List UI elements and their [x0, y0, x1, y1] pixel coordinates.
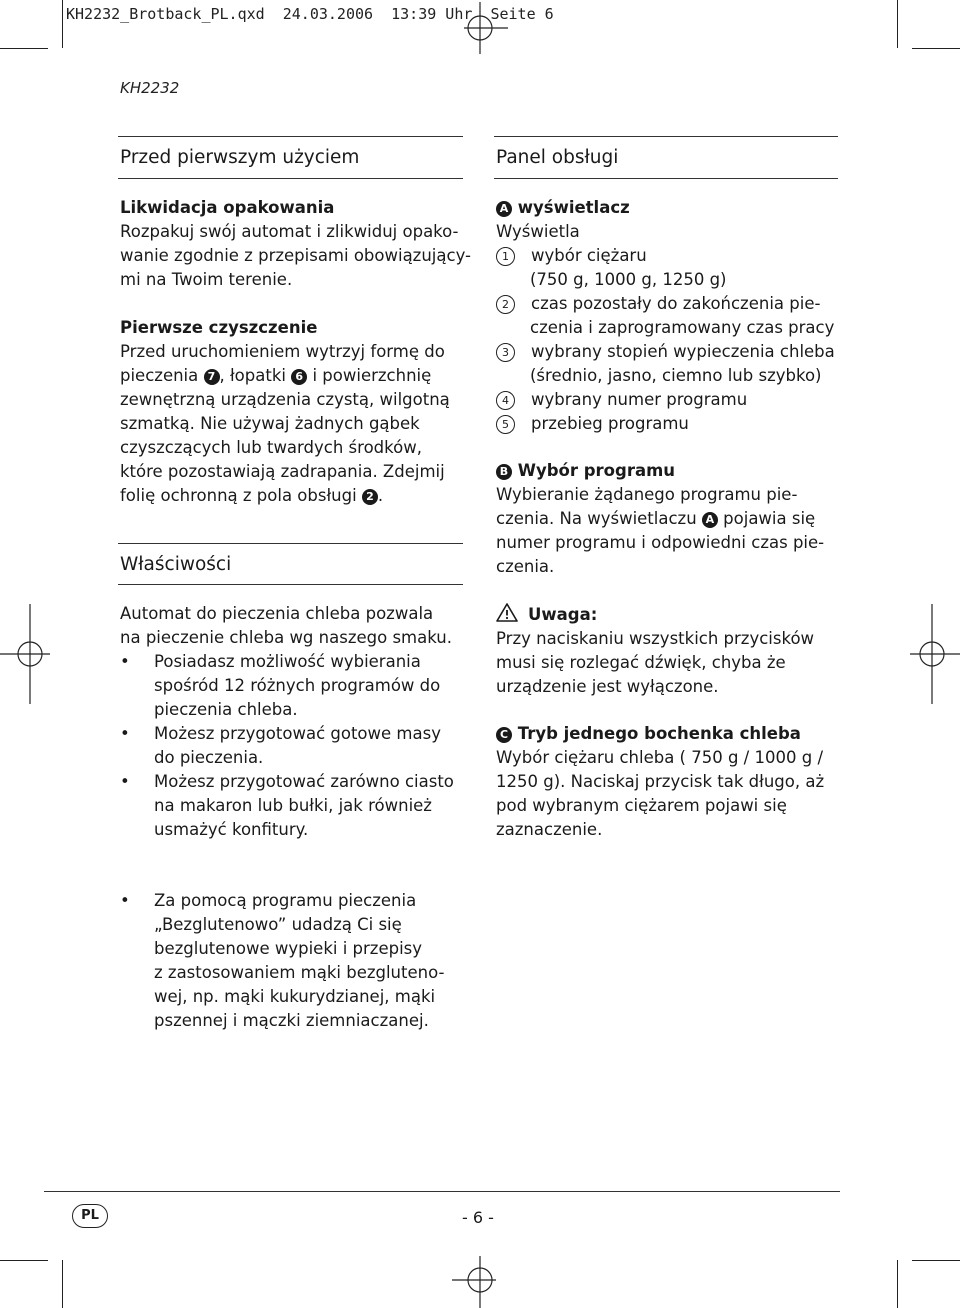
cleaning-text: i powierzchnię	[307, 366, 432, 385]
print-slug: KH2232_Brotback_PL.qxd 24.03.2006 13:39 Uhr Seite 6	[66, 5, 554, 23]
display-item-text: przebieg programu	[531, 414, 689, 433]
warning-text-line: Przy naciskaniu wszystkich przycisków	[496, 629, 815, 648]
single-loaf-text-line: zaznaczenie.	[496, 820, 603, 839]
single-loaf-heading-text: Tryb jednego bochenka chleba	[517, 724, 801, 743]
section-rule	[494, 178, 838, 179]
item-number-icon: 1	[496, 247, 515, 266]
feature-bullet	[120, 722, 465, 770]
feature-text-line: usmażyć konfitury.	[154, 820, 309, 839]
display-item-text: wybrany stopień wypieczenia chleba	[531, 342, 835, 361]
unpack-block	[120, 196, 471, 292]
warning-text-line: musi się rozlegać dźwięk, chyba że	[496, 653, 786, 672]
part-number-badge: 6	[291, 369, 307, 385]
features-intro-line: na pieczenie chleba wg naszego smaku.	[120, 628, 452, 647]
display-heading	[496, 196, 841, 220]
display-item	[496, 412, 841, 436]
crop-mark	[912, 1260, 960, 1261]
cleaning-text-line: które pozostawiają zadrapania. Zdejmij	[120, 462, 445, 481]
feature-text-line: Możesz przygotować gotowe masy	[154, 724, 441, 743]
part-letter-badge: B	[496, 464, 512, 480]
registration-mark-icon	[452, 2, 508, 58]
unpack-heading: Likwidacja opakowania	[120, 198, 335, 217]
features-block	[120, 602, 465, 842]
display-item-text: wybrany numer programu	[531, 390, 748, 409]
cleaning-text-line: szmatką. Nie używaj żadnych gąbek	[120, 414, 420, 433]
crop-mark	[0, 1260, 48, 1261]
part-letter-badge: A	[496, 201, 512, 217]
display-item	[496, 388, 841, 412]
section-title-control-panel: Panel obsługi	[496, 147, 619, 168]
single-loaf-text-line: 1250 g). Naciskaj przycisk tak długo, aż	[496, 772, 825, 791]
cleaning-text: pieczenia	[120, 366, 204, 385]
crop-mark	[62, 1260, 63, 1308]
cleaning-heading: Pierwsze czyszczenie	[120, 318, 318, 337]
single-loaf-text-line: pod wybranym ciężarem pojawi się	[496, 796, 787, 815]
crop-mark	[897, 0, 898, 48]
registration-mark-icon	[908, 604, 960, 704]
program-text-line: Wybieranie żądanego programu pie-	[496, 485, 798, 504]
cleaning-text-line	[120, 364, 465, 388]
section-rule	[118, 584, 463, 585]
registration-mark-icon	[452, 1252, 508, 1308]
program-text: czenia. Na wyświetlaczu	[496, 509, 702, 528]
unpack-text-line: wanie zgodnie z przepisami obowiązujący-	[120, 246, 471, 265]
part-letter-badge: A	[702, 512, 718, 528]
gluten-free-text-line: wej, np. mąki kukurydzianej, mąki	[154, 987, 436, 1006]
section-title-features: Właściwości	[120, 554, 232, 575]
bullet-icon: •	[120, 652, 130, 671]
feature-bullet	[120, 650, 465, 722]
cleaning-text: , łopatki	[219, 366, 292, 385]
unpack-text-line: Rozpakuj swój automat i zlikwiduj opako-	[120, 222, 459, 241]
display-item-text: czenia i zaprogramowany czas pracy	[530, 318, 835, 337]
gluten-free-text-line: bezglutenowe wypieki i przepisy	[154, 939, 423, 958]
item-number-icon: 5	[496, 415, 515, 434]
cleaning-text: folię ochronną z pola obsługi	[120, 486, 362, 505]
display-item-text: wybór ciężaru	[531, 246, 647, 265]
program-text-line	[496, 507, 841, 531]
program-text: pojawia się	[717, 509, 816, 528]
part-letter-badge: C	[496, 727, 512, 743]
display-item	[496, 292, 841, 316]
feature-text-line: Posiadasz możliwość wybierania	[154, 652, 421, 671]
footer-rule	[44, 1191, 840, 1192]
part-number-badge: 2	[362, 489, 378, 505]
unpack-text-line: mi na Twoim terenie.	[120, 270, 293, 289]
single-loaf-heading	[496, 722, 841, 746]
item-number-icon: 2	[496, 295, 515, 314]
section-title-first-use: Przed pierwszym użyciem	[120, 147, 360, 168]
display-item-text: czas pozostały do zakończenia pie-	[531, 294, 821, 313]
cleaning-text-line: zewnętrzną urządzenia czystą, wilgotną	[120, 390, 450, 409]
cleaning-text-line	[120, 484, 465, 508]
feature-text-line: spośród 12 różnych programów do	[154, 676, 441, 695]
features-intro-line: Automat do pieczenia chleba pozwala	[120, 604, 434, 623]
program-text-line: numer programu i odpowiedni czas pie-	[496, 533, 825, 552]
display-item	[496, 340, 841, 364]
program-heading-text: Wybór programu	[517, 461, 676, 480]
crop-mark	[0, 48, 48, 49]
gluten-free-text-line: z zastosowaniem mąki bezgluteno-	[154, 963, 445, 982]
cleaning-text-line: Przed uruchomieniem wytrzyj formę do	[120, 342, 445, 361]
single-loaf-text-line: Wybór ciężaru chleba ( 750 g / 1000 g /	[496, 748, 824, 767]
language-badge: PL	[72, 1204, 108, 1228]
program-text-line: czenia.	[496, 557, 555, 576]
display-item-text: (średnio, jasno, ciemno lub szybko)	[530, 366, 822, 385]
gluten-free-bullet	[120, 889, 480, 1033]
bullet-icon: •	[120, 772, 130, 791]
display-intro: Wyświetla	[496, 222, 580, 241]
warning-heading	[496, 603, 841, 627]
section-rule	[118, 543, 463, 544]
warning-triangle-icon	[496, 603, 518, 622]
feature-text-line: pieczenia chleba.	[154, 700, 298, 719]
bullet-icon: •	[120, 724, 130, 743]
item-number-icon: 3	[496, 343, 515, 362]
warning-heading-text: Uwaga:	[528, 605, 598, 624]
bullet-icon: •	[120, 891, 130, 910]
gluten-free-text-line: „Bezglutenowo” udadzą Ci się	[154, 915, 402, 934]
display-item	[496, 244, 841, 268]
registration-mark-icon	[0, 604, 52, 704]
feature-bullet	[120, 770, 465, 842]
cleaning-text: .	[377, 486, 384, 505]
gluten-free-text-line: pszennej i mączki ziemniaczanej.	[154, 1011, 429, 1030]
warning-block	[496, 603, 841, 699]
display-heading-text: wyświetlacz	[517, 198, 630, 217]
gluten-free-block	[120, 889, 480, 1033]
display-block	[496, 196, 841, 436]
crop-mark	[912, 48, 960, 49]
feature-text-line: do pieczenia.	[154, 748, 264, 767]
gluten-free-text-line: Za pomocą programu pieczenia	[154, 891, 417, 910]
section-rule	[118, 178, 463, 179]
warning-text-line: urządzenie jest wyłączone.	[496, 677, 719, 696]
section-rule	[494, 136, 838, 137]
crop-mark	[897, 1260, 898, 1308]
display-item-text: (750 g, 1000 g, 1250 g)	[530, 270, 727, 289]
running-header: KH2232	[120, 79, 180, 97]
page-number: - 6 -	[462, 1208, 494, 1227]
cleaning-block	[120, 316, 465, 508]
feature-text-line: Możesz przygotować zarówno ciasto	[154, 772, 454, 791]
program-block	[496, 459, 841, 579]
feature-text-line: na makaron lub bułki, jak również	[154, 796, 432, 815]
cleaning-text-line: czyszczących lub twardych środków,	[120, 438, 422, 457]
single-loaf-block	[496, 722, 841, 842]
program-heading	[496, 459, 841, 483]
item-number-icon: 4	[496, 391, 515, 410]
section-rule	[118, 136, 463, 137]
crop-mark	[62, 0, 63, 48]
part-number-badge: 7	[204, 369, 220, 385]
